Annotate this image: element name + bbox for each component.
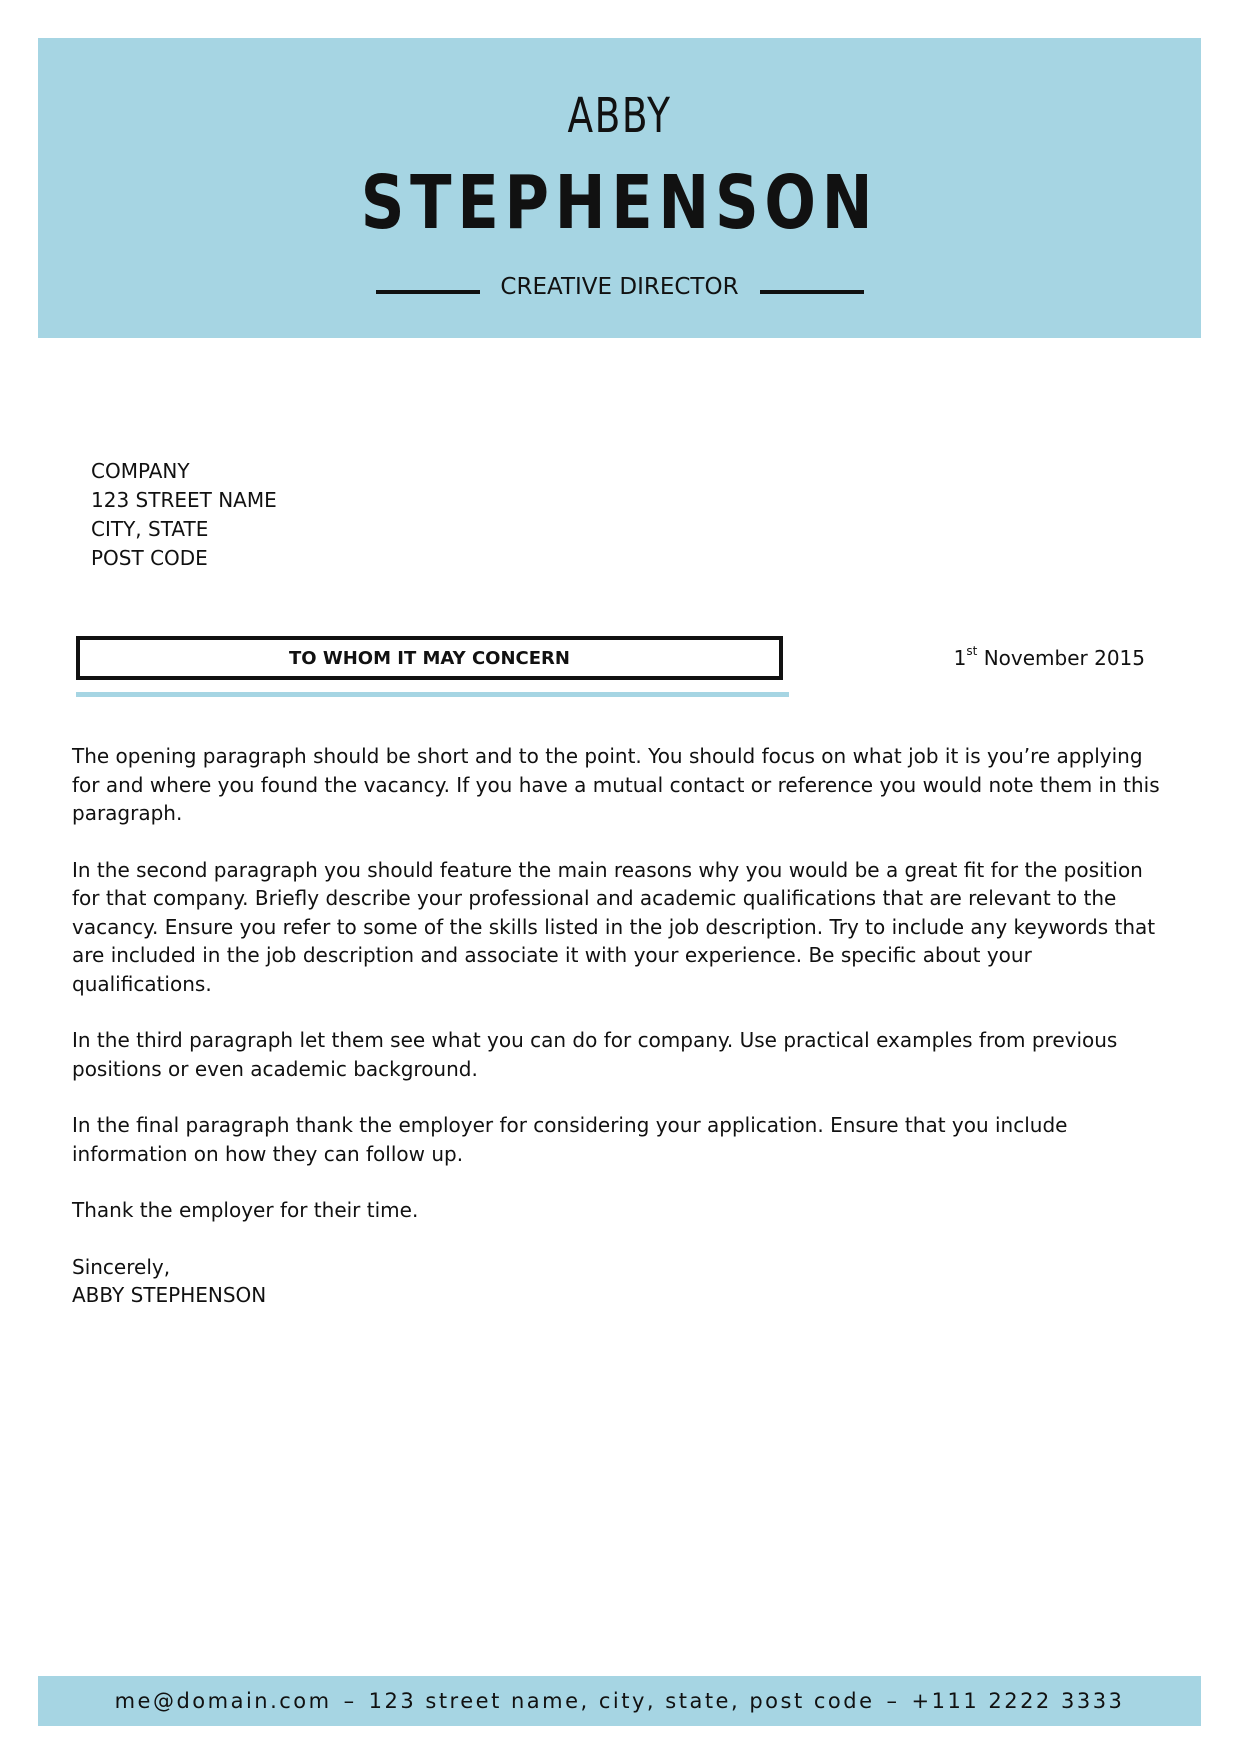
signature-name: ABBY STEPHENSON: [72, 1283, 267, 1307]
closing-text: Sincerely,: [72, 1254, 171, 1279]
date-day: 1: [953, 646, 967, 670]
last-name: STEPHENSON: [360, 160, 879, 246]
footer-separator: –: [886, 1689, 900, 1713]
body-paragraph: The opening paragraph should be short and to the point. You should focus on what job it is you’re applying for and where you found the vacancy. If you have a mutual contact or reference you would note them in this paragraph.: [72, 744, 1160, 825]
salutation-underline: [76, 692, 789, 697]
body-paragraph: In the second paragraph you should feature the main reasons why you would be a great fit for the position for that company. Briefly describe your professional and academic qualifications that are relevant to the vacancy. Ensure you refer to some of the skills listed in the job description. Try to include any keywords that are included in the job description and associate it with your experience. Be specific about your qualifications.: [72, 857, 1156, 996]
salutation-text: TO WHOM IT MAY CONCERN: [289, 648, 570, 669]
closing: [72, 1253, 1172, 1310]
body-paragraph: Thank the employer for their time.: [72, 1198, 419, 1222]
date-suffix: st: [966, 644, 978, 658]
header-banner: [38, 38, 1201, 338]
date-month-year: November 2015: [977, 646, 1145, 670]
role-divider-right: [760, 290, 864, 294]
footer-email: me@domain.com: [114, 1689, 332, 1713]
first-name: ABBY: [567, 88, 672, 144]
body-paragraph: In the final paragraph thank the employer for considering your application. Ensure that you include information on how they can follow up.: [72, 1113, 1068, 1166]
footer-address: 123 street name, city, state, post code: [368, 1689, 875, 1713]
letter-body: [72, 742, 1172, 1310]
recipient-address: [91, 457, 277, 573]
role-title: CREATIVE DIRECTOR: [500, 274, 739, 300]
footer-phone: +111 2222 3333: [911, 1689, 1125, 1713]
footer-contact-bar: [38, 1676, 1201, 1726]
recipient-post-code: POST CODE: [91, 546, 208, 570]
recipient-city-state: CITY, STATE: [91, 517, 209, 541]
role-row: [38, 270, 1201, 310]
footer-separator: –: [343, 1689, 357, 1713]
salutation-box: [76, 636, 783, 680]
body-paragraph: In the third paragraph let them see what you can do for company. Use practical examples from previous positions or even academic background.: [72, 1028, 1118, 1081]
letter-date: [954, 646, 1145, 670]
recipient-company: COMPANY: [91, 459, 190, 483]
recipient-street: 123 STREET NAME: [91, 488, 277, 512]
